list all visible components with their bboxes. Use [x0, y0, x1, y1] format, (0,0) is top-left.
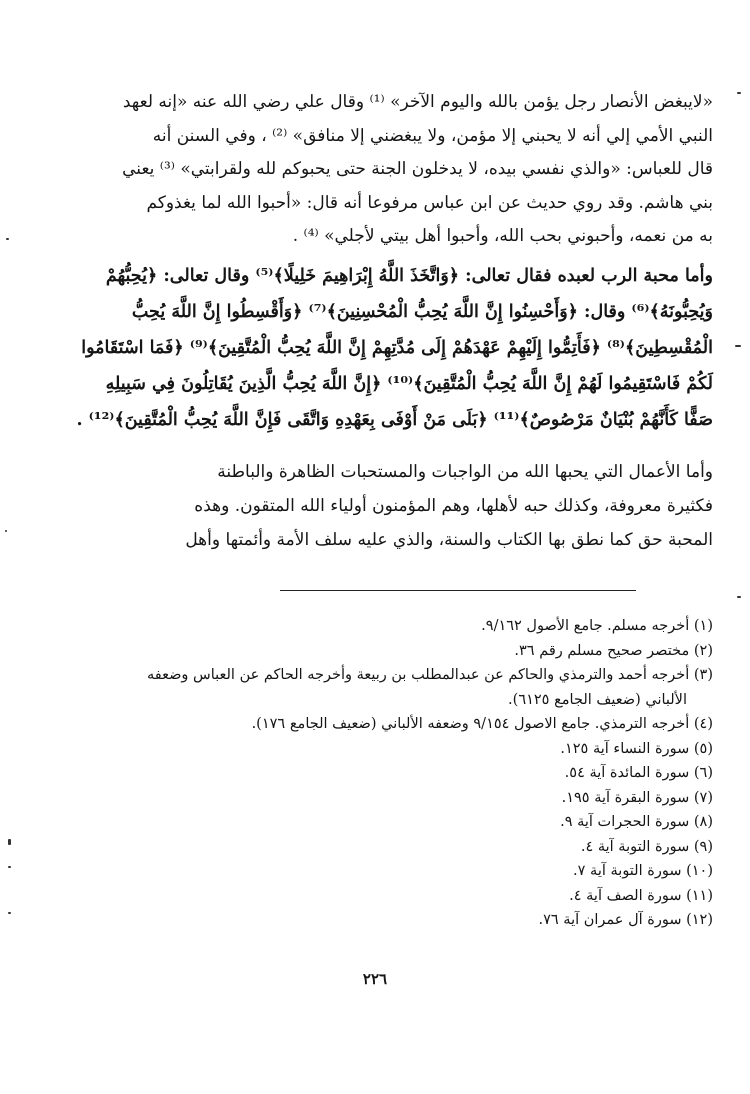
footnote-10: (١٠) سورة التوبة آية ٧.	[573, 863, 713, 879]
verse-line: لَكُمْ فَاسْتَقِيمُوا لَهُمْ إِنَّ اللَّهَ يُحِبُّ الْمُتَّقِينَ﴾⁽¹⁰⁾ ﴿إِنَّ اللَّهَ يُحِبُّ الَّذِينَ يُقَاتِلُونَ فِي سَبِيلِهِ	[105, 374, 713, 394]
page-number: ٢٢٦	[362, 970, 388, 988]
footnote-3: (٣) أخرجه أحمد والترمذي والحاكم عن عبدالمطلب بن ربيعة وأخرجه الحاكم عن العباس وضعفه	[147, 667, 713, 683]
scan-mark	[737, 596, 741, 598]
scan-mark	[8, 839, 11, 845]
footnote-6: (٦) سورة المائدة آية ٥٤.	[564, 765, 713, 781]
text-line: النبي الأمي إلي أنه لا يحبني إلا مؤمن، ولا يبغضني إلا منافق» ⁽²⁾ ، وفي السنن أنه	[152, 125, 713, 146]
footnotes	[98, 614, 713, 933]
scan-mark	[6, 238, 9, 240]
footnote-11: (١١) سورة الصف آية ٤.	[569, 887, 713, 904]
footnote-2: (٢) مختصر صحيح مسلم رقم ٣٦.	[514, 642, 713, 659]
text-line: قال للعباس: «والذي نفسي بيده، لا يدخلون الجنة حتى يحبوكم لله ولقرابتي» ⁽³⁾ يعني	[122, 159, 713, 179]
footnote-7: (٧) سورة البقرة آية ١٩٥.	[561, 789, 713, 806]
footnote-12: (١٢) سورة آل عمران آية ٧٦.	[538, 912, 713, 928]
scan-mark	[737, 92, 741, 94]
text-line: فكثيرة معروفة، وكذلك حبه لأهلها، وهم المؤمنون أولياء الله المتقون. وهذه	[194, 496, 713, 516]
footnote-1: (١) أخرجه مسلم. جامع الأصول ٩/١٦٢.	[481, 618, 713, 634]
footnote-9: (٩) سورة التوبة آية ٤.	[580, 838, 713, 855]
footnote-5: (٥) سورة النساء آية ١٢٥.	[560, 740, 713, 757]
verse-line: الْمُقْسِطِينَ﴾⁽⁸⁾ ﴿فَأَتِمُّوا إِلَيْهِمْ عَهْدَهُمْ إِلَى مُدَّتِهِمْ إِنَّ اللَّهَ يُحِبُّ الْمُتَّقِينَ﴾⁽⁹⁾ ﴿فَمَا اسْتَقَامُوا	[81, 338, 713, 358]
scan-mark	[8, 866, 11, 868]
scan-mark	[735, 345, 741, 347]
paragraph-quran-verses	[76, 258, 713, 438]
scan-mark	[5, 530, 7, 532]
footnote-8: (٨) سورة الحجرات آية ٩.	[560, 814, 713, 830]
text-line: المحبة حق كما نطق بها الكتاب والسنة، والذي عليه سلف الأمة وأئمتها وأهل	[185, 530, 713, 550]
footnote-divider	[280, 590, 636, 591]
text-line: به من نعمه، وأحبوني بحب الله، وأحبوا أهل بيتي لأجلي» ⁽⁴⁾ .	[292, 226, 713, 246]
scan-mark	[8, 912, 11, 914]
paragraph-hadith	[98, 86, 713, 254]
text-line: «لايبغض الأنصار رجل يؤمن بالله واليوم الآخر» ⁽¹⁾ وقال علي رضي الله عنه «إنه لعهد	[122, 92, 713, 112]
footnote-4: (٤) أخرجه الترمذي. جامع الاصول ٩/١٥٤ وضعفه الألباني (ضعيف الجامع ١٧٦).	[251, 716, 713, 732]
verse-line: وأما محبة الرب لعبده فقال تعالى: ﴿وَاتَّخَذَ اللَّهُ إِبْرَاهِيمَ خَلِيلًا﴾⁽⁵⁾ وقال تعالى: ﴿يُحِبُّهُمْ	[105, 266, 713, 286]
verse-line: صَفًّا كَأَنَّهُمْ بُنْيَانٌ مَرْصُوصٌ﴾⁽¹¹⁾ ﴿بَلَى مَنْ أَوْفَى بِعَهْدِهِ وَاتَّقَى فَإِنَّ اللَّهَ يُحِبُّ الْمُتَّقِينَ﴾⁽¹²⁾ .	[76, 410, 713, 430]
verse-line: وَيُحِبُّونَهُ﴾⁽⁶⁾ وقال: ﴿وَأَحْسِنُوا إِنَّ اللَّهَ يُحِبُّ الْمُحْسِنِينَ﴾⁽⁷⁾ ﴿وَأَقْسِطُوا إِنَّ اللَّهَ يُحِبُّ	[131, 302, 713, 322]
text-line: وأما الأعمال التي يحبها الله من الواجبات والمستحبات الظاهرة والباطنة	[217, 462, 713, 482]
text-line: بني هاشم. وقد روي حديث عن ابن عباس مرفوعا أنه قال: «أحبوا الله لما يغذوكم	[146, 192, 713, 213]
footnote-3-continued: الألباني (ضعيف الجامع ٦١٢٥).	[508, 691, 687, 708]
paragraph-deeds	[98, 455, 713, 557]
